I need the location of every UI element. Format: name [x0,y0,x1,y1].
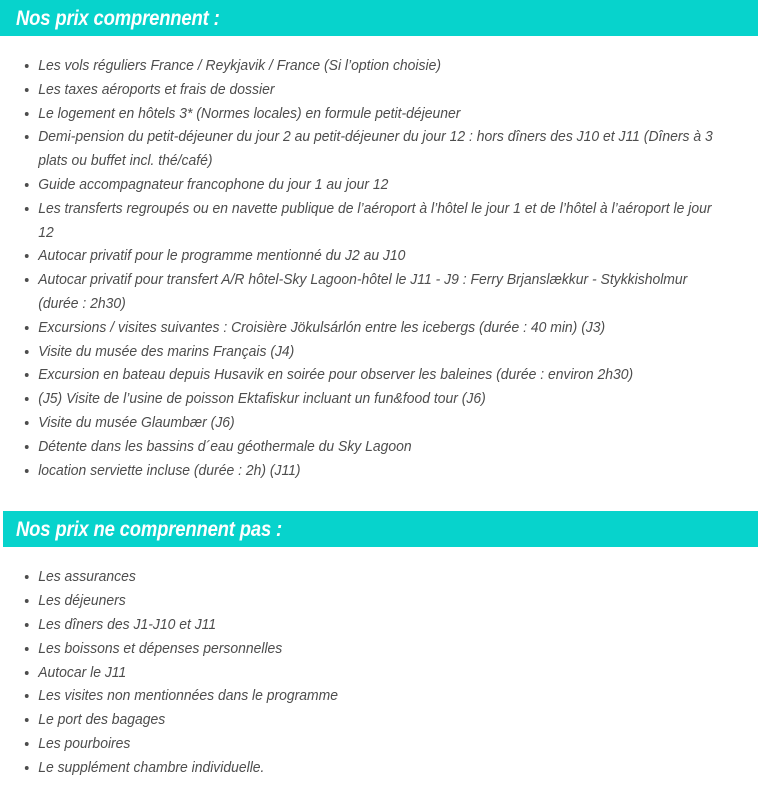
list-item-label: Excursions / visites suivantes : Croisière Jökulsárlón entre les icebergs (durée : 40 min) (J3) [38,319,606,336]
list-item-label: Le supplément chambre individuelle. [38,759,265,776]
list-item-label: Les assurances [38,569,136,586]
section-title-included: Nos prix comprennent : [16,6,220,30]
list-item [0,590,724,614]
list-item [0,388,724,412]
section-header-included [0,0,758,36]
bullet-icon [25,112,29,116]
list-item-label: Les transferts regroupés ou en navette publique de l’aéroport à l’hôtel le jour 1 et de l’hôtel à l’aéroport le jour 12 [38,200,712,241]
bullet-icon [25,397,29,401]
list-item [0,55,724,79]
bullet-icon [25,445,29,449]
list-item-label: Détente dans les bassins d´eau géothermale du Sky Lagoon [38,438,412,455]
bullet-icon [25,718,29,722]
bullet-icon [25,183,29,187]
bullet-icon [25,742,29,746]
list-item-label: Les dîners des J1-J10 et J11 [38,616,217,633]
excluded-list-wrapper [0,547,758,780]
list-item-label: Guide accompagnateur francophone du jour 1 au jour 12 [38,176,389,193]
list-item [0,733,724,757]
bullet-icon [25,326,29,330]
section-header-excluded [3,511,758,547]
list-item-label: Les boissons et dépenses personnelles [38,640,283,657]
bullet-icon [25,469,29,473]
section-excluded [0,511,758,780]
list-item [0,364,724,388]
bullet-icon [25,623,29,627]
list-item [0,566,724,590]
bullet-icon [25,135,29,139]
bullet-icon [25,599,29,603]
list-item [0,685,724,709]
bullet-icon [25,575,29,579]
section-spacer [0,483,758,511]
included-list-wrapper [0,36,758,483]
bullet-icon [25,254,29,258]
list-item [0,662,724,686]
bullet-icon [25,373,29,377]
list-item-label: Les visites non mentionnées dans le programme [38,688,339,705]
list-item-label: Les déjeuners [38,593,126,610]
list-item [0,245,724,269]
list-item-label: Autocar privatif pour transfert A/R hôtel-Sky Lagoon-hôtel le J11 - J9 : Ferry Brjanslækkur - Stykkisholmur (durée : 2h30) [38,272,688,312]
list-item-label: Le port des bagages [38,712,166,729]
bullet-icon [25,647,29,651]
list-item [0,198,724,246]
list-item [0,317,724,341]
list-item [0,638,724,662]
list-item-label: Autocar privatif pour le programme mentionné du J2 au J10 [38,248,406,265]
list-item-label: (J5) Visite de l’usine de poisson Ektafiskur incluant un fun&food tour (J6) [38,391,486,408]
bullet-icon [25,207,29,211]
list-item [0,614,724,638]
list-item-label: Visite du musée Glaumbær (J6) [38,414,235,431]
list-item-label: Demi-pension du petit-déjeuner du jour 2 au petit-déjeuner du jour 12 : hors dîners des J10 et J11 (Dîners à 3 plats ou buffet incl. thé/café) [38,129,713,170]
bullet-icon [25,350,29,354]
list-item [0,412,724,436]
section-title-excluded: Nos prix ne comprennent pas : [16,517,282,541]
list-item [0,126,724,174]
list-item-label: location serviette incluse (durée : 2h) (J11) [38,462,301,479]
list-item [0,757,724,781]
list-item-label: Visite du musée des marins Français (J4) [38,343,295,360]
excluded-list [0,566,758,780]
bullet-icon [25,64,29,68]
list-item [0,79,724,103]
list-item [0,174,724,198]
list-item-label: Les pourboires [38,735,131,752]
list-item-label: Les taxes aéroports et frais de dossier [38,81,275,98]
included-list [0,55,758,483]
list-item-label: Excursion en bateau depuis Husavik en soirée pour observer les baleines (durée : environ 2h30) [38,367,634,384]
list-item [0,709,724,733]
list-item-label: Les vols réguliers France / Reykjavik / France (Si l’option choisie) [38,58,441,74]
list-item-label: Autocar le J11 [38,664,127,681]
list-item-label: Le logement en hôtels 3* (Normes locales) en formule petit-déjeuner [38,105,461,122]
bullet-icon [25,766,29,770]
list-item [0,436,724,460]
list-item [0,460,724,484]
list-item [0,269,724,317]
list-item [0,341,724,365]
bullet-icon [25,421,29,425]
bullet-icon [25,278,29,282]
list-item [0,103,724,127]
bullet-icon [25,671,29,675]
bullet-icon [25,88,29,92]
bullet-icon [25,694,29,698]
